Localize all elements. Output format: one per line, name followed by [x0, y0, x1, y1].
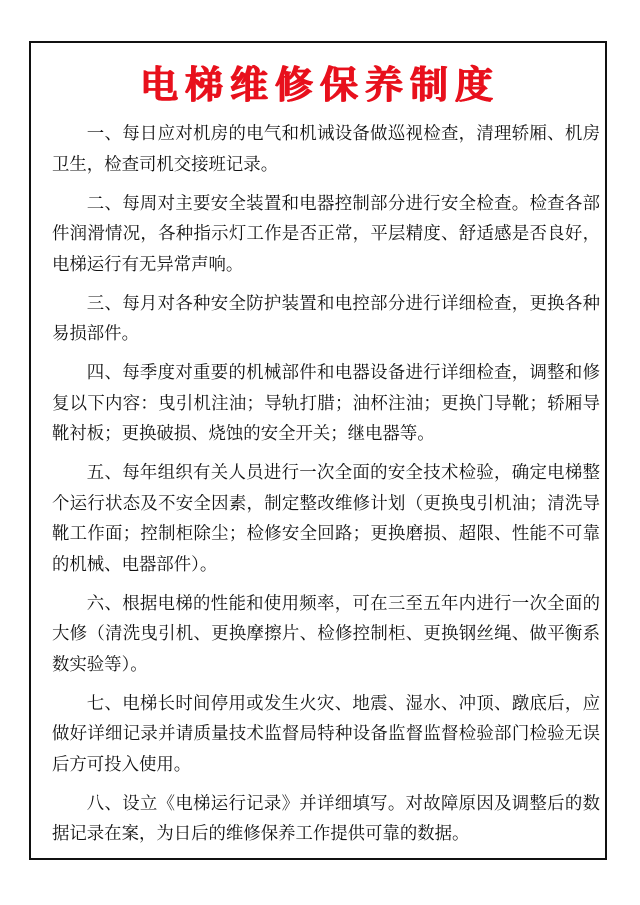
rule-paragraph-2: 二、每周对主要安全装置和电器控制部分进行安全检查。检查各部件润滑情况，各种指示灯工作是否正常，平层精度、舒适感是否良好，电梯运行有无异常声响。: [52, 193, 600, 275]
rule-paragraph-1: 一、每日应对机房的电气和机诫设备做巡视检查，清理轿厢、机房卫生，检查司机交接班记录。: [52, 124, 600, 175]
rules-list: [52, 119, 600, 858]
rule-paragraph-6: 六、根据电梯的性能和使用频率，可在三至五年内进行一次全面的大修（清洗曳引机、更换摩擦片、检修控制柜、更换钢丝绳、做平衡系数实验等）。: [52, 593, 600, 675]
rule-paragraph-8: 八、设立《电梯运行记录》并详细填写。对故障原因及调整后的数据记录在案，为日后的维修保养工作提供可靠的数据。: [52, 793, 600, 844]
rule-paragraph-4: 四、每季度对重要的机械部件和电器设备进行详细检查，调整和修复以下内容：曳引机注油；导轨打腊；油杯注油；更换门导靴；轿厢导靴衬板；更换破损、烧蚀的安全开关；继电器等。: [52, 363, 600, 444]
document-title: 电梯维修保养制度: [139, 63, 500, 107]
rule-paragraph-5: 五、每年组织有关人员进行一次全面的安全技术检验，确定电梯整个运行状态及不安全因素，制定整改维修计划（更换曳引机油；清洗导靴工作面；控制柜除尘；检修安全回路；更换磨损、超限、性能不可靠的机械、电器部件）。: [52, 463, 600, 575]
rule-paragraph-3: 三、每月对各种安全防护装置和电控部分进行详细检查，更换各种易损部件。: [52, 293, 600, 344]
rule-paragraph-7: 七、电梯长时间停用或发生火灾、地震、湿水、冲顶、蹾底后，应做好详细记录并请质量技术监督局特种设备监督监督检验部门检验无误后方可投入使用。: [52, 693, 600, 775]
